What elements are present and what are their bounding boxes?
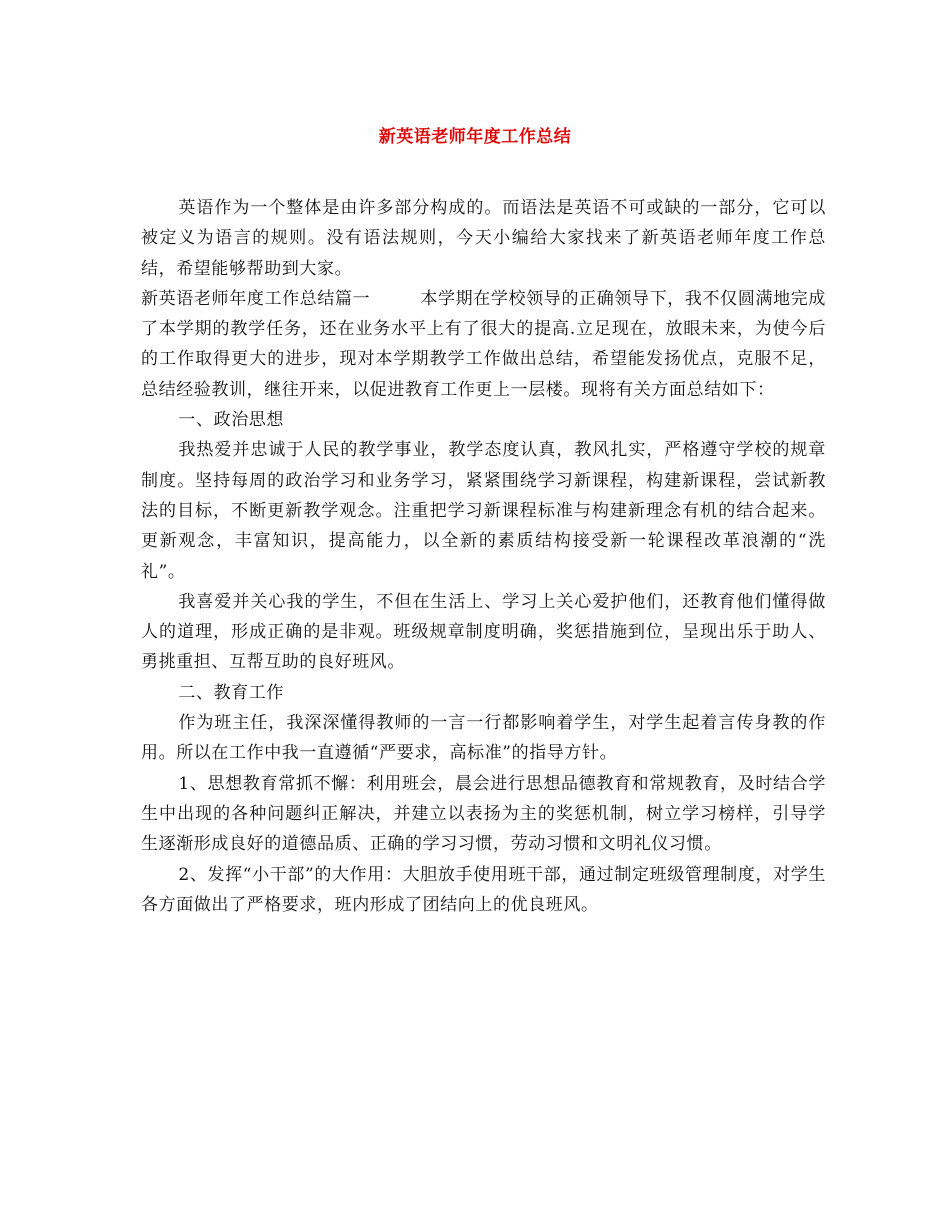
section-heading-education: 二、教育工作 (178, 682, 284, 703)
politics-paragraph-1: 我热爱并忠诚于人民的教学事业，教学态度认真，教风扎实，严格遵守学校的规章制度。坚持每周的政治学习和业务学习，紧紧围绕学习新课程，构建新课程，尝试新教法的目标，不断更新教学观念。注重把学习新课程标准与构建新理念有机的结合起来。更新观念，丰富知识，提高能力，以全新的素质结构接受新一轮课程改革浪潮的“洗礼”。 (141, 440, 826, 582)
politics-paragraph-2: 我喜爱并关心我的学生，不但在生活上、学习上关心爱护他们，还教育他们懂得做人的道理，形成正确的是非观。班级规章制度明确，奖惩措施到位，呈现出乐于助人、勇挑重担、互帮互助的良好班风。 (141, 591, 826, 673)
education-paragraph-1: 作为班主任，我深深懂得教师的一言一行都影响着学生，对学生起着言传身教的作用。所以在工作中我一直遵循“严要求，高标准”的指导方针。 (141, 713, 826, 764)
section-heading-politics: 一、政治思想 (178, 410, 284, 431)
education-paragraph-3: 2、发挥“小干部”的大作用：大胆放手使用班干部，通过制定班级管理制度，对学生各方面做出了严格要求，班内形成了团结向上的优良班风。 (141, 864, 826, 915)
article-heading: 新英语老师年度工作总结篇一 (141, 288, 371, 309)
section-paragraph (141, 284, 826, 405)
article-opening-text: 本学期在学校领导的正确领导下，我不仅圆满地完成了本学期的教学任务，还在业务水平上有了很大的提高.立足现在，放眼未来，为使今后的工作取得更大的进步，现对本学期教学工作做出总结，希望能发扬优点，克服不足，总结经验教训，继往开来，以促进教育工作更上一层楼。现将有关方面总结如下： (141, 288, 826, 400)
document-title: 新英语老师年度工作总结 (378, 127, 572, 147)
education-paragraph-2: 1、思想教育常抓不懈：利用班会，晨会进行思想品德教育和常规教育，及时结合学生中出现的各种问题纠正解决，并建立以表扬为主的奖惩机制，树立学习榜样，引导学生逐渐形成良好的道德品质、正确的学习习惯，劳动习惯和文明礼仪习惯。 (141, 773, 826, 855)
document-body (141, 193, 826, 920)
intro-paragraph: 英语作为一个整体是由许多部分构成的。而语法是英语不可或缺的一部分，它可以被定义为语言的规则。没有语法规则，今天小编给大家找来了新英语老师年度工作总结，希望能够帮助到大家。 (141, 198, 826, 279)
